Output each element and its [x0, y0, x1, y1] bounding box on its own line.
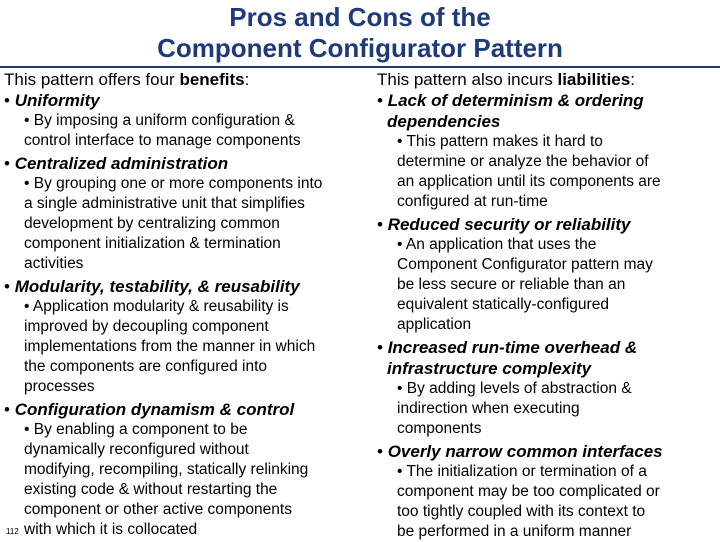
- description-line: indirection when executing: [397, 400, 580, 417]
- description-line: existing code & without restarting the: [24, 481, 278, 498]
- heading-line: [377, 90, 717, 111]
- description-line: [24, 111, 376, 131]
- liability-description: [377, 132, 717, 212]
- bullet-glyph: •: [4, 277, 15, 296]
- bullet-glyph: •: [24, 298, 33, 315]
- bullet-glyph: •: [24, 421, 34, 438]
- description-line: be less secure or reliable than an: [397, 276, 626, 293]
- liability-heading: [377, 337, 717, 379]
- heading-line: [377, 337, 717, 358]
- benefit-description: [4, 297, 376, 397]
- description-line: an application until its components are: [397, 173, 661, 190]
- liabilities-intro-text: This pattern also incurs: [377, 70, 558, 89]
- description-line: application: [397, 316, 472, 333]
- benefit-heading-text: Configuration dynamism & control: [14, 400, 295, 419]
- description-line: with which it is collocated: [24, 521, 198, 538]
- liability-item: [377, 214, 717, 335]
- description-line: be performed in a uniform manner: [397, 523, 632, 540]
- benefits-intro-colon: :: [244, 70, 250, 89]
- title-line-1: Pros and Cons of the: [229, 2, 491, 32]
- description-text: By grouping one or more components into: [33, 175, 323, 192]
- slide-title: [0, 2, 720, 64]
- description-line: a single administrative unit that simplifies: [24, 195, 305, 212]
- description-line: [24, 297, 376, 317]
- liabilities-intro-colon: :: [630, 70, 635, 89]
- liability-item: [377, 441, 717, 542]
- description-line: [24, 420, 376, 440]
- liability-heading-text: Increased run-time overhead &: [387, 338, 638, 357]
- liability-description: [377, 462, 717, 542]
- page-number: 112: [6, 527, 19, 536]
- heading-line: dependencies: [387, 112, 501, 131]
- title-divider: [0, 66, 720, 68]
- bullet-glyph: •: [4, 91, 15, 110]
- description-line: configured at run-time: [397, 193, 548, 210]
- liabilities-intro: [377, 69, 717, 90]
- heading-line: infrastructure complexity: [387, 359, 592, 378]
- benefits-keyword: benefits: [179, 70, 245, 89]
- description-text: By enabling a component to be: [33, 421, 248, 438]
- benefits-intro: [4, 69, 376, 90]
- benefits-intro-text: This pattern offers four: [4, 70, 180, 89]
- liability-heading-text: Lack of determinism & ordering: [387, 91, 644, 110]
- bullet-glyph: •: [397, 380, 407, 397]
- description-line: improved by decoupling component: [24, 318, 269, 335]
- benefit-heading: [4, 399, 376, 420]
- description-text: The initialization or termination of a: [406, 463, 647, 480]
- description-line: processes: [24, 378, 95, 395]
- description-text: Application modularity & reusability is: [32, 298, 289, 315]
- description-line: [397, 132, 717, 152]
- liability-item: [377, 337, 717, 439]
- description-text: An application that uses the: [405, 236, 597, 253]
- liability-heading-text: Reduced security or reliability: [387, 215, 631, 234]
- bullet-glyph: •: [24, 175, 34, 192]
- title-line-2: Component Configurator Pattern: [157, 33, 563, 63]
- description-line: [397, 235, 717, 255]
- bullet-glyph: •: [24, 112, 34, 129]
- heading-line: [377, 214, 717, 235]
- liability-heading-text: Overly narrow common interfaces: [387, 442, 663, 461]
- description-line: component may be too complicated or: [397, 483, 660, 500]
- description-line: the components are configured into: [24, 358, 267, 375]
- benefit-heading: [4, 153, 376, 174]
- description-line: control interface to manage components: [24, 132, 301, 149]
- description-line: Component Configurator pattern may: [397, 256, 653, 273]
- benefit-heading-text: Modularity, testability, & reusability: [14, 277, 300, 296]
- benefit-item: [4, 399, 376, 540]
- description-line: [397, 462, 717, 482]
- heading-line: [377, 441, 717, 462]
- benefits-column: [4, 69, 376, 540]
- bullet-glyph: •: [377, 338, 388, 357]
- description-line: [24, 174, 376, 194]
- bullet-glyph: •: [4, 154, 15, 173]
- benefit-heading-text: Centralized administration: [14, 154, 229, 173]
- description-line: component initialization & termination: [24, 235, 281, 252]
- benefit-heading: [4, 90, 376, 111]
- bullet-glyph: •: [397, 236, 406, 253]
- benefit-heading: [4, 276, 376, 297]
- liability-heading: [377, 90, 717, 132]
- liabilities-keyword: liabilities: [557, 70, 631, 89]
- benefit-item: [4, 276, 376, 397]
- description-line: components: [397, 420, 482, 437]
- description-line: activities: [24, 255, 84, 272]
- description-text: By imposing a uniform configuration &: [33, 112, 295, 129]
- liabilities-column: [377, 69, 717, 542]
- liability-heading: [377, 441, 717, 462]
- bullet-glyph: •: [377, 442, 388, 461]
- bullet-glyph: •: [377, 215, 388, 234]
- bullet-glyph: •: [397, 463, 407, 480]
- benefit-item: [4, 90, 376, 151]
- description-line: equivalent statically-configured: [397, 296, 609, 313]
- description-text: This pattern makes it hard to: [406, 133, 603, 150]
- description-line: [397, 379, 717, 399]
- description-line: development by centralizing common: [24, 215, 280, 232]
- description-line: modifying, recompiling, statically relinking: [24, 461, 309, 478]
- description-text: By adding levels of abstraction &: [406, 380, 632, 397]
- bullet-glyph: •: [4, 400, 15, 419]
- liability-description: [377, 379, 717, 439]
- bullet-glyph: •: [377, 91, 388, 110]
- benefit-description: [4, 174, 376, 274]
- benefit-heading-text: Uniformity: [14, 91, 100, 110]
- benefit-description: [4, 420, 376, 540]
- liability-item: [377, 90, 717, 212]
- benefit-description: [4, 111, 376, 151]
- benefit-item: [4, 153, 376, 274]
- description-line: determine or analyze the behavior of: [397, 153, 649, 170]
- liability-description: [377, 235, 717, 335]
- bullet-glyph: •: [397, 133, 407, 150]
- description-line: too tightly coupled with its context to: [397, 503, 646, 520]
- description-line: component or other active components: [24, 501, 292, 518]
- description-line: implementations from the manner in which: [24, 338, 316, 355]
- description-line: dynamically reconfigured without: [24, 441, 249, 458]
- liability-heading: [377, 214, 717, 235]
